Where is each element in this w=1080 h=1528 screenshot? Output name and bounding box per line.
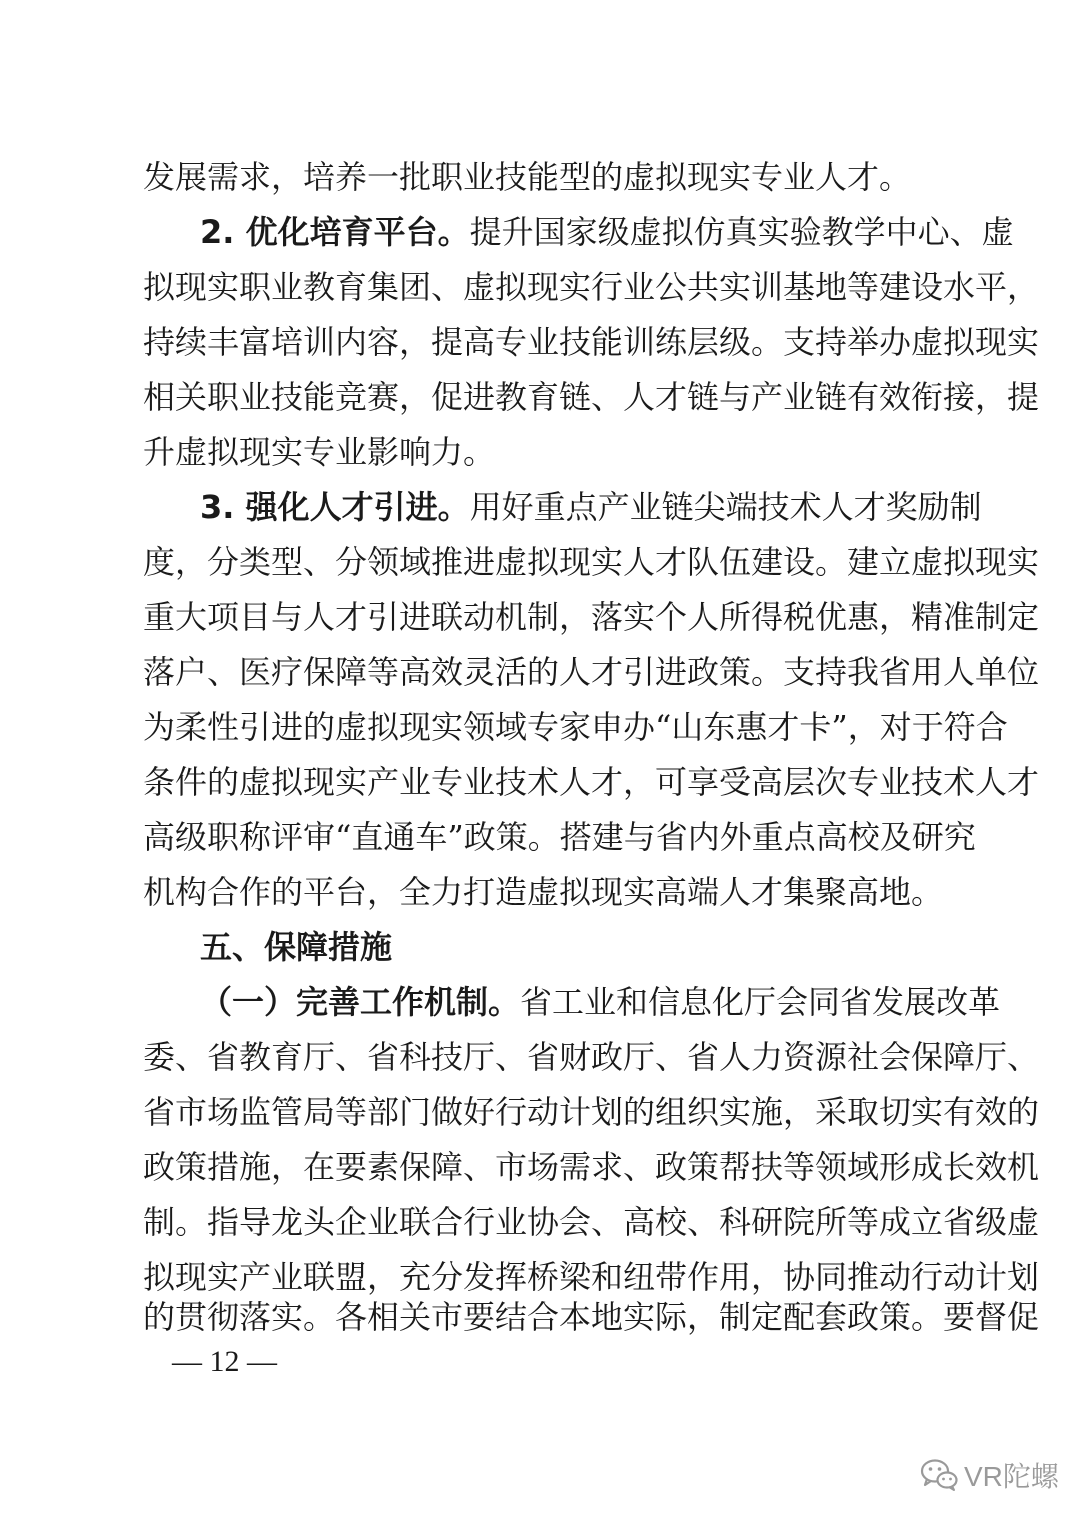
paragraph-line: 省市场监管局等部门做好行动计划的组织实施，采取切实有效的 xyxy=(143,1093,1040,1131)
item-lead-text: 省工业和信息化厅会同省发展改革 xyxy=(520,983,1001,1021)
paragraph-line: 升虚拟现实专业影响力。 xyxy=(143,433,496,471)
item-lead-title: （一）完善工作机制。 xyxy=(200,983,521,1021)
paragraph-line: 政策措施，在要素保障、市场需求、政策帮扶等领域形成长效机 xyxy=(143,1148,1040,1186)
paragraph-line: 相关职业技能竞赛，促进教育链、人才链与产业链有效衔接，提 xyxy=(143,378,1040,416)
paragraph-line: 落户、医疗保障等高效灵活的人才引进政策。支持我省用人单位 xyxy=(143,653,1040,691)
wechat-icon xyxy=(920,1458,958,1492)
paragraph-line: 重大项目与人才引进联动机制，落实个人所得税优惠，精准制定 xyxy=(143,598,1040,636)
paragraph-line: 条件的虚拟现实产业专业技术人才，可享受高层次专业技术人才 xyxy=(143,763,1040,801)
paragraph-line: 的贯彻落实。各相关市要结合本地实际，制定配套政策。要督促 xyxy=(143,1298,1040,1336)
paragraph-line: 拟现实产业联盟，充分发挥桥梁和纽带作用，协同推动行动计划 xyxy=(143,1258,1040,1296)
item-lead-title: 2. 优化培育平台。 xyxy=(200,213,470,251)
paragraph-line: 机构合作的平台，全力打造虚拟现实高端人才集聚高地。 xyxy=(143,873,944,911)
section-heading: 五、保障措施 xyxy=(200,928,393,966)
item-lead-text: 提升国家级虚拟仿真实验教学中心、虚 xyxy=(469,213,1014,251)
paragraph-first-line xyxy=(200,212,1014,252)
watermark xyxy=(920,1455,1059,1495)
paragraph-first-line xyxy=(200,982,1001,1022)
paragraph-first-line xyxy=(200,487,982,527)
paragraph-line: 委、省教育厅、省科技厅、省财政厅、省人力资源社会保障厅、 xyxy=(143,1038,1040,1076)
page-number: — 12 — xyxy=(172,1345,277,1378)
paragraph-line: 制。指导龙头企业联合行业协会、高校、科研院所等成立省级虚 xyxy=(143,1203,1040,1241)
item-lead-text: 用好重点产业链尖端技术人才奖励制 xyxy=(469,488,982,526)
paragraph-line: 持续丰富培训内容，提高专业技能训练层级。支持举办虚拟现实 xyxy=(143,323,1040,361)
paragraph-line: 高级职称评审“直通车”政策。搭建与省内外重点高校及研究 xyxy=(143,818,976,856)
paragraph-line: 拟现实职业教育集团、虚拟现实行业公共实训基地等建设水平， xyxy=(143,268,1040,306)
paragraph-line: 为柔性引进的虚拟现实领域专家申办“山东惠才卡”，对于符合 xyxy=(143,708,1008,746)
paragraph-line: 度，分类型、分领域推进虚拟现实人才队伍建设。建立虚拟现实 xyxy=(143,543,1040,581)
paragraph-line: 发展需求，培养一批职业技能型的虚拟现实专业人才。 xyxy=(143,158,912,196)
item-lead-title: 3. 强化人才引进。 xyxy=(200,488,470,526)
watermark-text: VR陀螺 xyxy=(964,1461,1059,1492)
